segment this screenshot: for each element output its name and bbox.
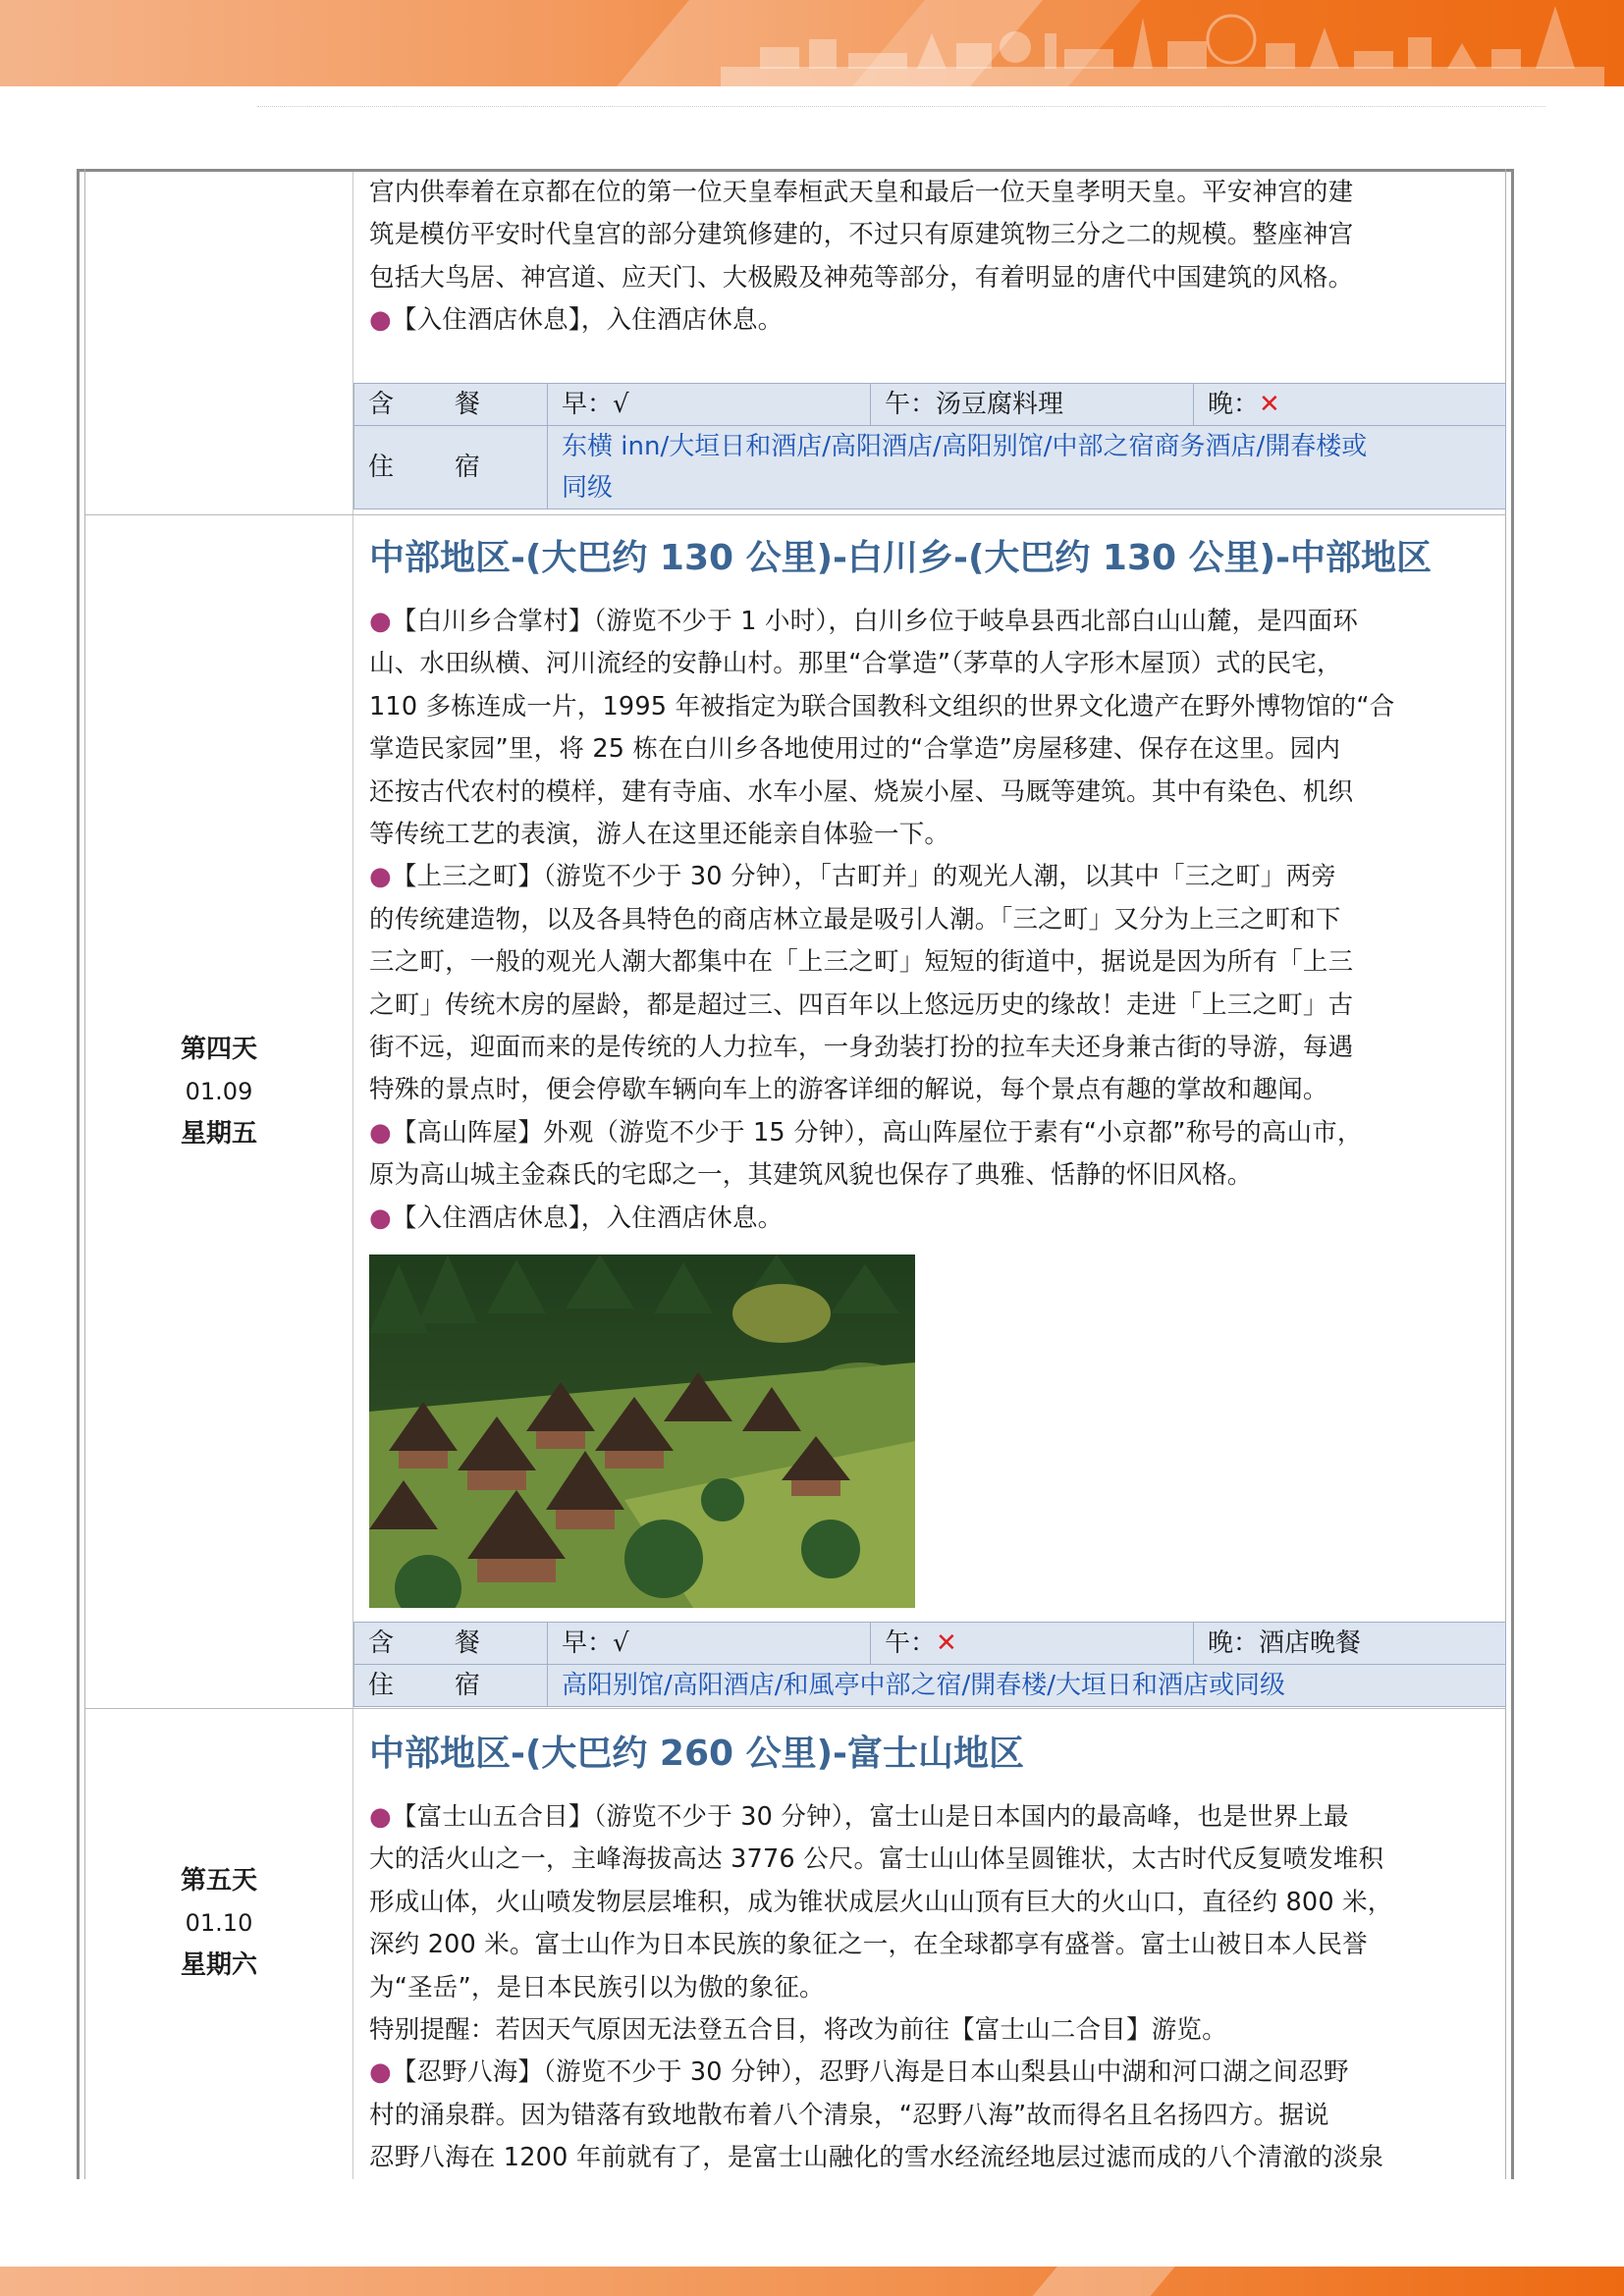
day4-route-title: 中部地区-(大巴约 130 公里)-白川乡-(大巴约 130 公里)-中部地区 bbox=[369, 538, 1433, 578]
cross-icon: ✕ bbox=[936, 1629, 957, 1658]
paragraph-line: 包括大鸟居、神宫道、应天门、大极殿及神苑等部分，有着明显的唐代中国建筑的风格。 bbox=[369, 262, 1354, 293]
paragraph-line: 三之町，一般的观光人潮大都集中在「上三之町」短短的街道中，据说是因为所有「上三 bbox=[369, 947, 1354, 978]
paragraph-line: 的传统建造物，以及各具特色的商店林立最是吸引人潮。「三之町」又分为上三之町和下 bbox=[369, 904, 1341, 934]
day3-info-table bbox=[353, 383, 1506, 509]
lodging-cell bbox=[548, 426, 1506, 509]
footer-banner bbox=[0, 2267, 1624, 2296]
lunch-cell: 午：汤豆腐料理 bbox=[871, 384, 1194, 426]
paragraph-line: 深约 200 米。富士山作为日本民族的象征之一，在全球都享有盛誉。富士山被日本人民誉 bbox=[369, 1930, 1368, 1960]
paragraph-line: 街不远，迎面而来的是传统的人力拉车，一身劲装打扮的拉车夫还身兼古街的导游，每遇 bbox=[369, 1033, 1354, 1063]
paragraph-line: 原为高山城主金森氏的宅邸之一，其建筑风貌也保存了典雅、恬静的怀旧风格。 bbox=[369, 1160, 1253, 1191]
paragraph-line: 掌造民家园”里，将 25 栋在白川乡各地使用过的“合掌造”房屋移建、保存在这里。园内 bbox=[369, 734, 1341, 765]
bullet-icon: ● bbox=[369, 1202, 392, 1233]
table-border-right bbox=[1511, 169, 1514, 2179]
city-skyline-icon bbox=[721, 4, 1604, 86]
dinner-cell bbox=[1194, 384, 1506, 426]
hotel-item bbox=[369, 299, 1498, 342]
table-border-left bbox=[77, 169, 80, 2179]
line-text: 【上三之町】（游览不少于 30 分钟），「古町并」的观光人潮，以其中「三之町」两旁 bbox=[391, 862, 1337, 892]
paragraph-line: 110 多栋连成一片，1995 年被指定为联合国教科文组织的世界文化遗产在野外博物馆的“合 bbox=[369, 691, 1395, 721]
lodging-cell: 高阳别馆/高阳酒店/和風亭中部之宿/開春楼/大垣日和酒店或同级 bbox=[548, 1665, 1506, 1707]
paragraph-line bbox=[369, 1198, 1498, 1240]
lodging-row bbox=[354, 426, 1506, 509]
meals-row bbox=[354, 384, 1506, 426]
paragraph-line: 大的活火山之一，主峰海拔高达 3776 公尺。富士山山体呈圆锥状，太古时代反复喷发堆积 bbox=[369, 1844, 1384, 1875]
bullet-icon: ● bbox=[369, 1802, 392, 1832]
paragraph-line: 山、水田纵横、河川流经的安静山村。那里“合掌造”（茅草的人字形木屋顶）式的民宅， bbox=[369, 649, 1342, 679]
paragraph-line: 宫内供奉着在京都在位的第一位天皇奉桓武天皇和最后一位天皇孝明天皇。平安神宫的建 bbox=[369, 178, 1354, 207]
breakfast-cell: 早：√ bbox=[548, 384, 871, 426]
hotel-item-text: 【入住酒店休息】，入住酒店休息。 bbox=[391, 305, 784, 336]
paragraph-line bbox=[369, 2052, 1498, 2094]
line-text: 【忍野八海】（游览不少于 30 分钟），忍野八海是日本山梨县山中湖和河口湖之间忍野 bbox=[391, 2057, 1349, 2088]
day5-route-title: 中部地区-(大巴约 260 公里)-富士山地区 bbox=[369, 1734, 1025, 1774]
lodging-label: 住 宿 bbox=[354, 426, 548, 509]
shirakawa-village-photo bbox=[369, 1255, 915, 1608]
dinner-label: 晚： bbox=[1208, 390, 1260, 419]
day4-description bbox=[369, 601, 1498, 1240]
paragraph-line: 形成山体，火山喷发物层层堆积，成为锥状成层火山山顶有巨大的火山口，直径约 800 米， bbox=[369, 1887, 1393, 1917]
meals-row bbox=[354, 1623, 1506, 1665]
day-weekday: 星期五 bbox=[180, 1119, 257, 1148]
bullet-icon: ● bbox=[369, 305, 392, 336]
lodging-row bbox=[354, 1665, 1506, 1707]
lodging-label: 住 宿 bbox=[354, 1665, 548, 1707]
day4-info-table bbox=[353, 1622, 1506, 1707]
paragraph-line bbox=[369, 1112, 1498, 1154]
row-divider-day4 bbox=[85, 514, 1506, 515]
paragraph-line: 之町」传统木房的屋龄，都是超过三、四百年以上悠远历史的缘故！走进「上三之町」古 bbox=[369, 989, 1354, 1020]
row-divider-day5 bbox=[85, 1708, 1506, 1709]
lodging-line: 东横 inn/大垣日和酒店/高阳酒店/高阳别馆/中部之宿商务酒店/開春楼或 bbox=[562, 432, 1368, 461]
paragraph-line bbox=[369, 856, 1498, 898]
line-text: 【白川乡合掌村】（游览不少于 1 小时），白川乡位于岐阜县西北部白山山麓，是四面环 bbox=[391, 607, 1359, 636]
day5-label bbox=[85, 1860, 352, 1987]
dinner-cell: 晚：酒店晚餐 bbox=[1194, 1623, 1506, 1665]
lunch-cell bbox=[871, 1623, 1194, 1665]
header-rule bbox=[257, 106, 1545, 107]
line-text: 【入住酒店休息】，入住酒店休息。 bbox=[391, 1202, 784, 1233]
day-date: 01.09 bbox=[185, 1078, 253, 1105]
line-text: 【高山阵屋】外观（游览不少于 15 分钟），高山阵屋位于素有“小京都”称号的高山市， bbox=[391, 1117, 1363, 1148]
day-weekday: 星期六 bbox=[180, 1950, 257, 1980]
paragraph-line: 为“圣岳”，是日本民族引以为傲的象征。 bbox=[369, 1972, 825, 2002]
day5-description bbox=[369, 1796, 1498, 2180]
paragraph-line: 等传统工艺的表演，游人在这里还能亲自体验一下。 bbox=[369, 820, 950, 850]
day-number: 第五天 bbox=[180, 1866, 257, 1896]
paragraph-line: 特殊的景点时，便会停歇车辆向车上的游客详细的解说，每个景点有趣的掌故和趣闻。 bbox=[369, 1075, 1328, 1105]
paragraph-line: 筑是模仿平安时代皇宫的部分建筑修建的，不过只有原建筑物三分之二的规模。整座神宫 bbox=[369, 220, 1354, 250]
village-photo-illustration bbox=[369, 1255, 915, 1608]
cross-icon: ✕ bbox=[1259, 390, 1280, 419]
day3-description bbox=[369, 172, 1498, 343]
bullet-icon: ● bbox=[369, 862, 392, 892]
bullet-icon: ● bbox=[369, 1117, 392, 1148]
paragraph-line bbox=[369, 1796, 1498, 1839]
bullet-icon: ● bbox=[369, 607, 392, 636]
bullet-icon: ● bbox=[369, 2057, 392, 2088]
breakfast-cell: 早：√ bbox=[548, 1623, 871, 1665]
day4-label bbox=[85, 1029, 352, 1155]
meals-label: 含 餐 bbox=[354, 1623, 548, 1665]
day-number: 第四天 bbox=[180, 1035, 257, 1064]
header-banner bbox=[0, 0, 1624, 86]
lodging-line: 同级 bbox=[562, 473, 614, 503]
paragraph-line bbox=[369, 601, 1498, 643]
day-date: 01.10 bbox=[185, 1909, 253, 1937]
paragraph-line: 忍野八海在 1200 年前就有了，是富士山融化的雪水经流经地层过滤而成的八个清澈的淡泉 bbox=[369, 2143, 1384, 2173]
meals-label: 含 餐 bbox=[354, 384, 548, 426]
paragraph-line: 村的涌泉群。因为错落有致地散布着八个清泉，“忍野八海”故而得名且名扬四方。据说 bbox=[369, 2100, 1329, 2130]
paragraph-line: 还按古代农村的模样，建有寺庙、水车小屋、烧炭小屋、马厩等建筑。其中有染色、机织 bbox=[369, 776, 1354, 807]
paragraph-line: 特别提醒：若因天气原因无法登五合目，将改为前往【富士山二合目】游览。 bbox=[369, 2015, 1227, 2046]
lunch-label: 午： bbox=[885, 1629, 937, 1658]
line-text: 【富士山五合目】（游览不少于 30 分钟），富士山是日本国内的最高峰，也是世界上最 bbox=[391, 1802, 1349, 1832]
